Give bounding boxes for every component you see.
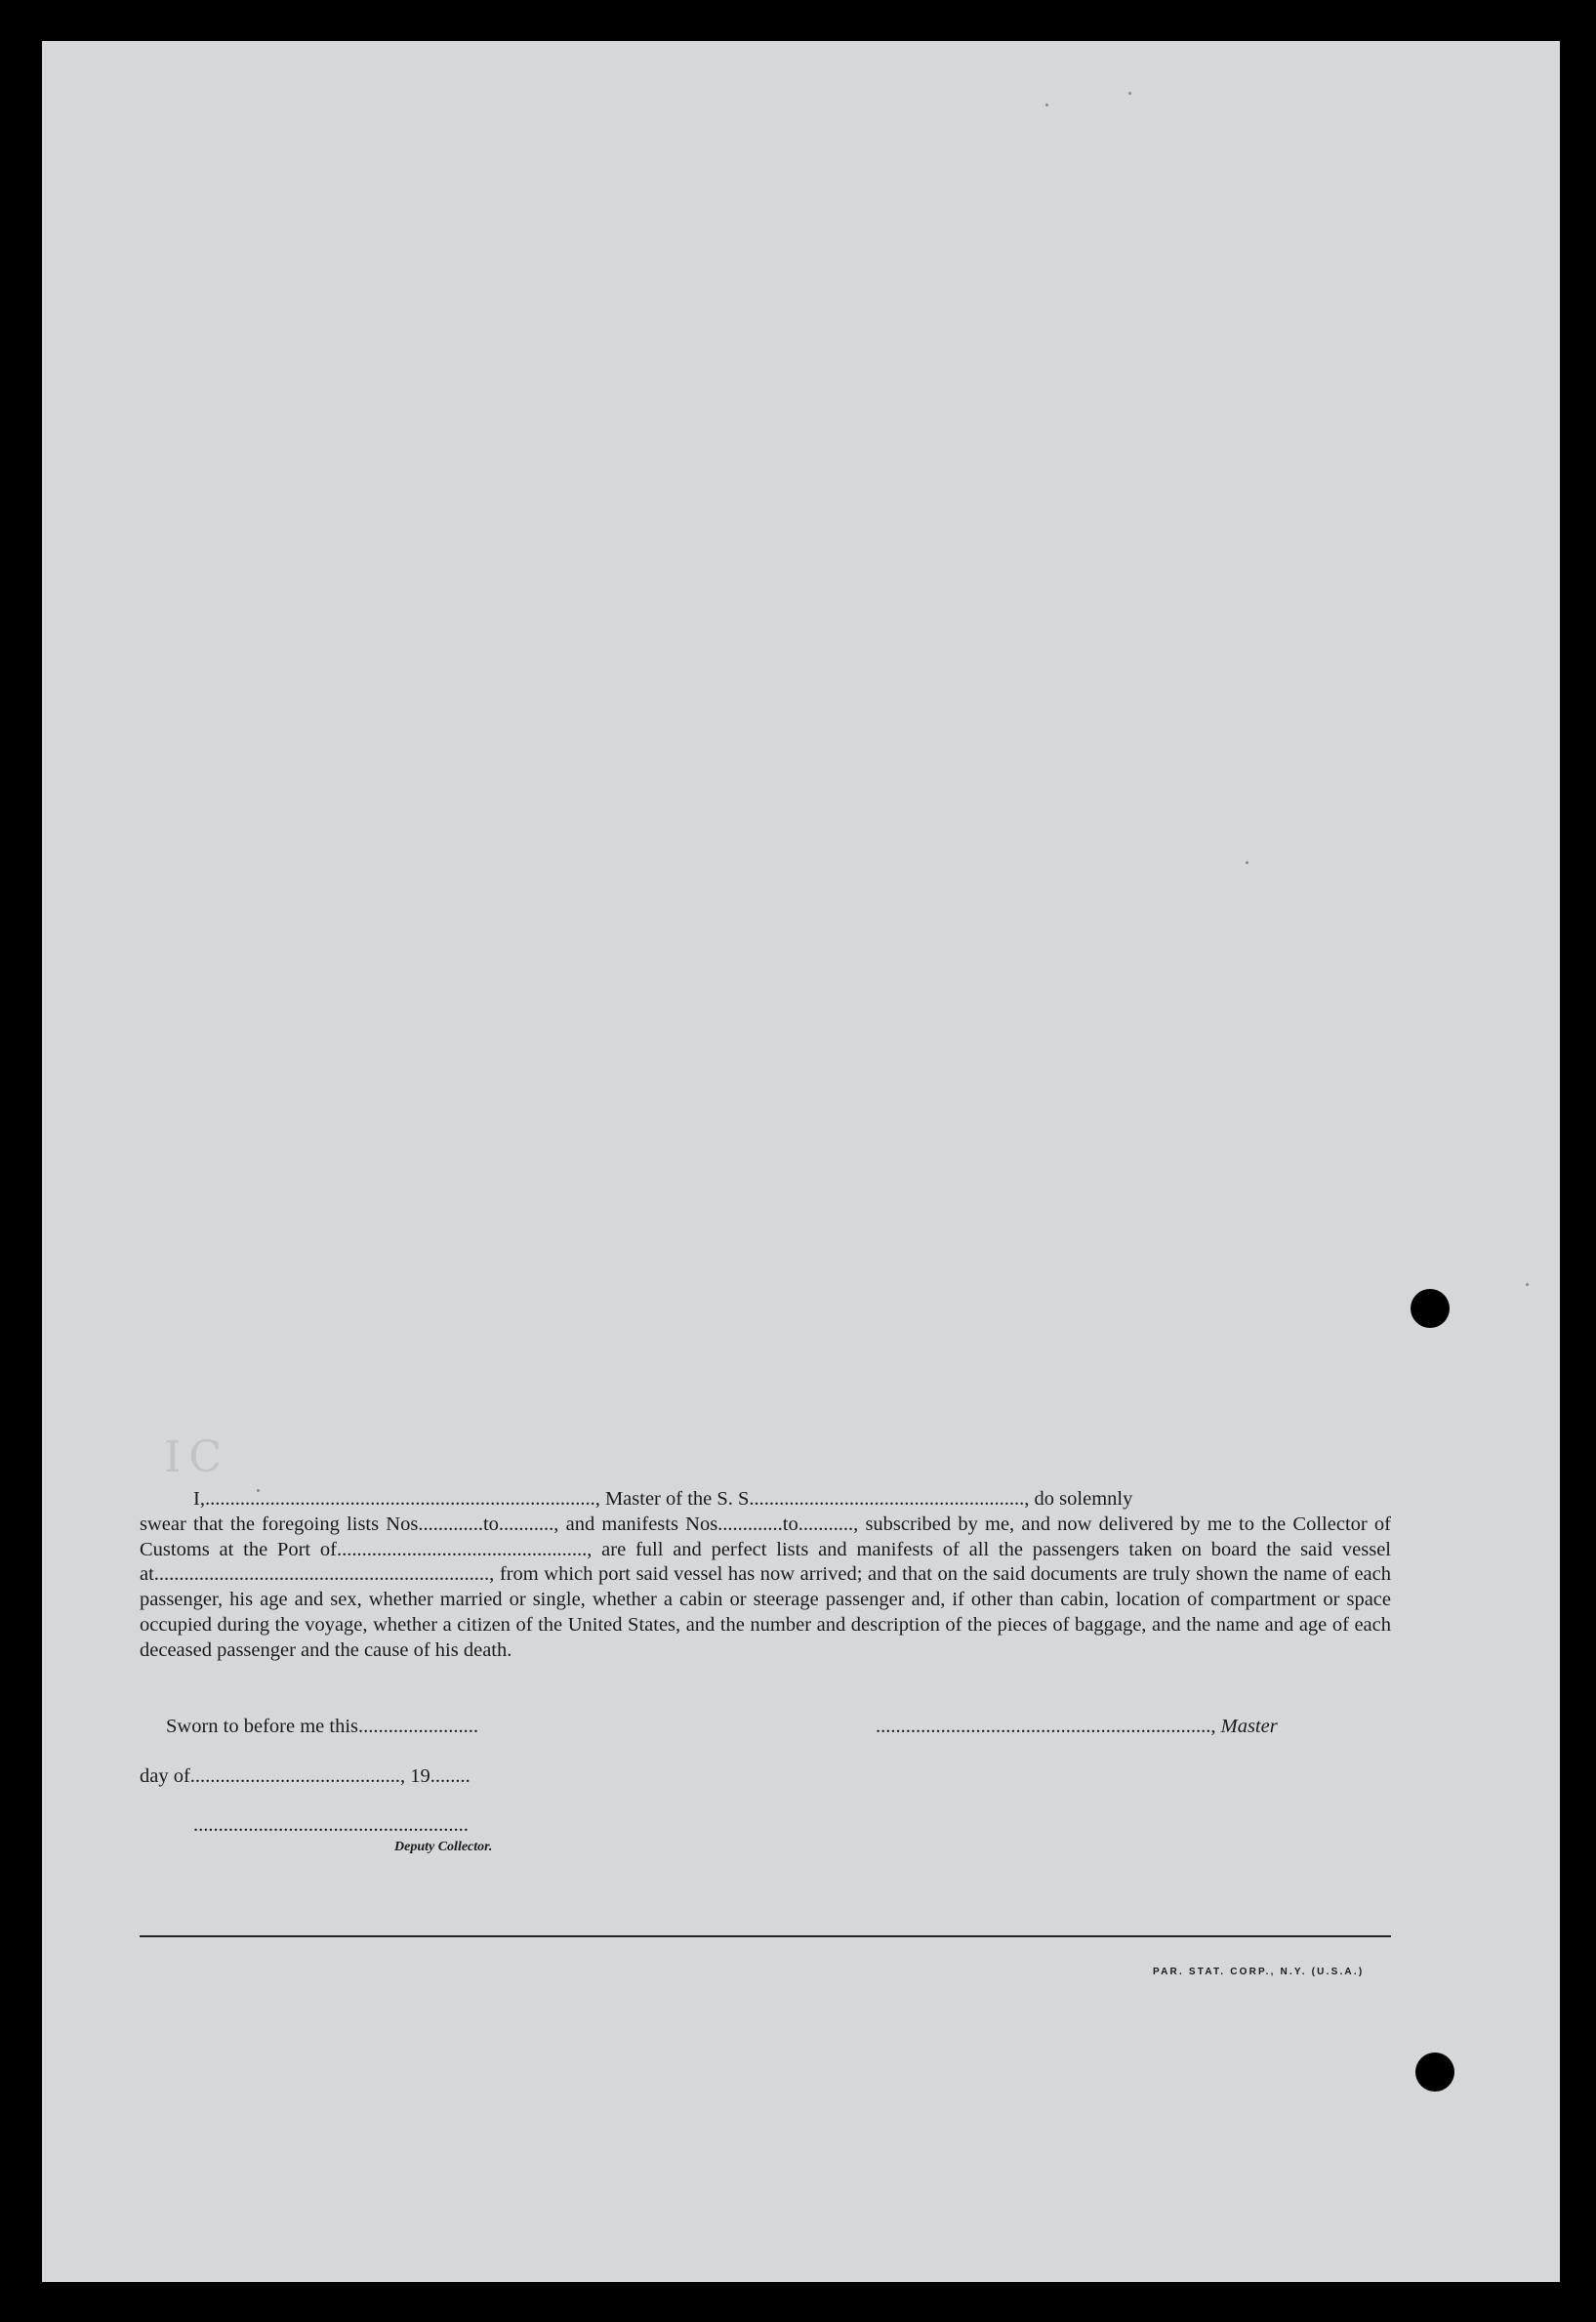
- footer-rule: [140, 1935, 1391, 1937]
- deputy-collector-label: Deputy Collector.: [394, 1840, 493, 1854]
- document-page: [42, 41, 1560, 2282]
- speck-mark: [1128, 92, 1131, 95]
- master-dots: ...................................................................,: [876, 1716, 1216, 1737]
- punch-hole: [1411, 1289, 1450, 1328]
- deputy-signature-line: .......................................................: [193, 1814, 469, 1836]
- bleed-through-text: IC: [164, 1432, 230, 1482]
- sworn-line: Sworn to before me this........................: [166, 1716, 478, 1737]
- speck-mark: [1246, 861, 1248, 864]
- punch-hole: [1415, 2052, 1454, 2092]
- speck-mark: [1526, 1283, 1529, 1286]
- speck-mark: [1045, 104, 1048, 106]
- master-label: Master: [1220, 1716, 1278, 1737]
- oath-first-line: I,.............................................................................., Master of the S. S......................................................., do solemnly: [193, 1488, 1133, 1510]
- printer-imprint: PAR. STAT. CORP., N.Y. (U.S.A.): [1153, 1967, 1365, 1977]
- oath-paragraph: [140, 1487, 1391, 1664]
- oath-body: swear that the foregoing lists Nos.............to..........., and manifests Nos.............to..........., subscribed by me, and now delivered by me to the Collector of Customs at the Port of.................................................., are full and perfect lists and manifests of all the passengers taken on board the said vessel at..................................................................., from which port said vessel has now arrived; and that on the said documents are truly shown the name of each passenger, his age and sex, whether married or single, whether a cabin or steerage passenger and, if other than cabin, location of compartment or space occupied during the voyage, whether a citizen of the United States, and the number and description of the pieces of baggage, and the name and age of each deceased passenger and the cause of his death.: [140, 1513, 1391, 1661]
- master-signature-line: [876, 1716, 1278, 1738]
- day-line: day of.........................................., 19........: [140, 1765, 471, 1787]
